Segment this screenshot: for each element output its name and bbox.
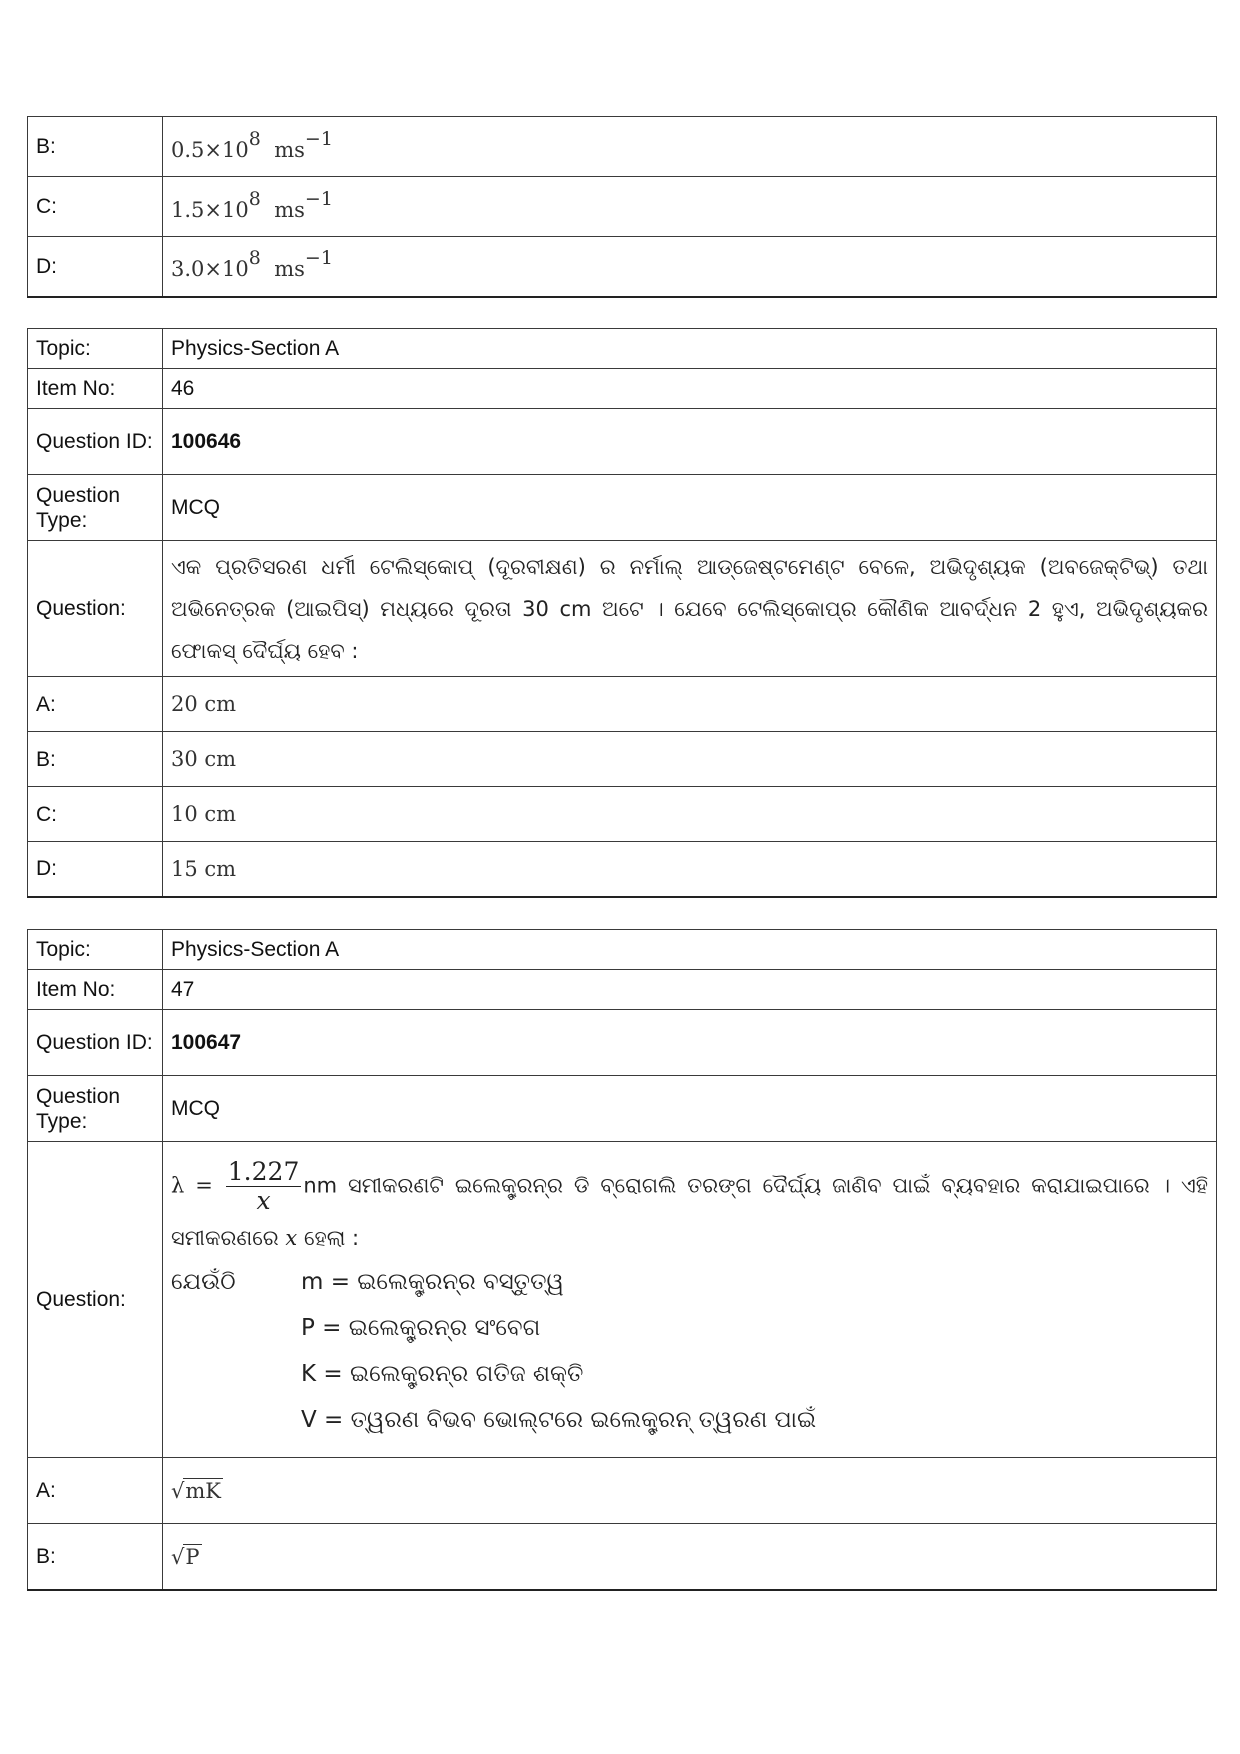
fraction-denominator: x [256,1186,271,1215]
option-label: D: [28,237,163,297]
option-label: D: [28,842,163,897]
question-row [28,1142,1217,1458]
radical-sign: √ [171,1479,185,1503]
option-label: B: [28,117,163,177]
question-type-label: Question Type: [28,1076,163,1142]
option-row-d [28,237,1217,297]
option-row-c [28,787,1217,842]
definition-item: m = ଇଲେକ୍ଟ୍ରନ୍‌ର ବସ୍ତୁତ୍ୱ [301,1269,564,1295]
question-id-value: 100646 [163,409,1217,475]
item-label: Item No: [28,369,163,409]
sqrt-expression [171,1478,223,1503]
question-id-label: Question ID: [28,1010,163,1076]
question-type-row [28,1076,1217,1142]
question-type-row [28,475,1217,541]
option-row-b [28,1524,1217,1590]
question-text [171,1158,1208,1261]
where-label: ଯେଉଁଠି [171,1269,236,1295]
option-row-a [28,1458,1217,1524]
option-label: B: [28,1524,163,1590]
question-id-value: 100647 [163,1010,1217,1076]
option-value: 10 cm [163,787,1217,842]
question-label: Question: [28,1142,163,1458]
option-value: $1.5\times 10^8$ $ms^{-1}$ [163,177,1217,237]
fraction [226,1158,302,1215]
radicand: mK [185,1479,221,1503]
question-46-table [27,328,1217,898]
definitions-list [171,1261,1208,1441]
lambda-symbol: λ = [171,1173,213,1198]
question-tail: ହେଲା : [303,1226,360,1250]
question-id-row [28,409,1217,475]
question-row [28,541,1217,677]
option-label: C: [28,177,163,237]
question-main-text: nm ସମୀକରଣଟି ଇଲେକ୍ଟ୍ରନ୍‌ର ଡି ବ୍ରୋଗଲି ତରଙ୍ଗ ଦୈର୍ଘ୍ୟ ଜାଣିବ ପାଇଁ ବ୍ୟବହାର କରାଯାଇପାରେ । ଏହି ସମୀକରଣରେ [171,1173,1208,1250]
option-value [163,1524,1217,1590]
option-value [163,1458,1217,1524]
question-text: ଏକ ପ୍ରତିସରଣ ଧର୍ମୀ ଟେଲିସ୍କୋପ୍ (ଦୂରବୀକ୍ଷଣ) ର ନର୍ମାଲ୍ ଆଡ୍ଜେଷ୍ଟମେଣ୍ଟ ବେଳେ, ଅଭିଦୃଶ୍ୟକ (ଅବଜେକ୍ଟିଭ୍) ତଥା ଅଭିନେତ୍ରକ (ଆଇପିସ୍) ମଧ୍ୟରେ ଦୂରତା 30 cm ଅଟେ । ଯେବେ ଟେଲିସ୍କୋପ୍‌ର କୌଣିକ ଆବର୍ଦ୍ଧନ 2 ହୁଏ, ଅଭିଦୃଶ୍ୟକର ଫୋକସ୍ ଦୈର୍ଘ୍ୟ ହେବ : [163,541,1217,677]
definition-item: V = ତ୍ୱରଣ ବିଭବ ଭୋଲ୍ଟରେ ଇଲେକ୍ଟ୍ରନ୍ ତ୍ୱରଣ ପାଇଁ [301,1407,817,1433]
option-label: B: [28,732,163,787]
question-type-label: Question Type: [28,475,163,541]
option-value: 20 cm [163,677,1217,732]
topic-label: Topic: [28,930,163,970]
question-47-table [27,929,1217,1591]
option-row-b [28,732,1217,787]
option-label: C: [28,787,163,842]
question-label: Question: [28,541,163,677]
item-label: Item No: [28,970,163,1010]
variable-x: x [285,1226,298,1250]
topic-row [28,329,1217,369]
option-row-a [28,677,1217,732]
question-body [163,1142,1217,1458]
option-row-d [28,842,1217,897]
topic-row [28,930,1217,970]
sqrt-expression [171,1544,202,1569]
radical-sign: √ [171,1544,185,1569]
option-row-c [28,177,1217,237]
question-45-options-table [27,116,1217,298]
option-row-b [28,117,1217,177]
question-type-value: MCQ [163,1076,1217,1142]
option-value: $0.5\times 10^8$ $ms^{-1}$ [163,117,1217,177]
topic-label: Topic: [28,329,163,369]
definition-item: P = ଇଲେକ୍ଟ୍ରନ୍‌ର ସଂବେଗ [301,1315,541,1341]
item-value: 46 [163,369,1217,409]
item-value: 47 [163,970,1217,1010]
question-id-label: Question ID: [28,409,163,475]
option-label: A: [28,1458,163,1524]
definition-item: K = ଇଲେକ୍ଟ୍ରନ୍‌ର ଗତିଜ ଶକ୍ତି [301,1361,584,1387]
topic-value: Physics-Section A [163,930,1217,970]
radicand: P [185,1544,200,1569]
question-type-value: MCQ [163,475,1217,541]
item-row [28,970,1217,1010]
topic-value: Physics-Section A [163,329,1217,369]
question-id-row [28,1010,1217,1076]
option-value: 30 cm [163,732,1217,787]
option-value: $3.0\times 10^8$ $ms^{-1}$ [163,237,1217,297]
item-row [28,369,1217,409]
fraction-numerator: 1.227 [227,1157,300,1186]
option-label: A: [28,677,163,732]
option-value: 15 cm [163,842,1217,897]
